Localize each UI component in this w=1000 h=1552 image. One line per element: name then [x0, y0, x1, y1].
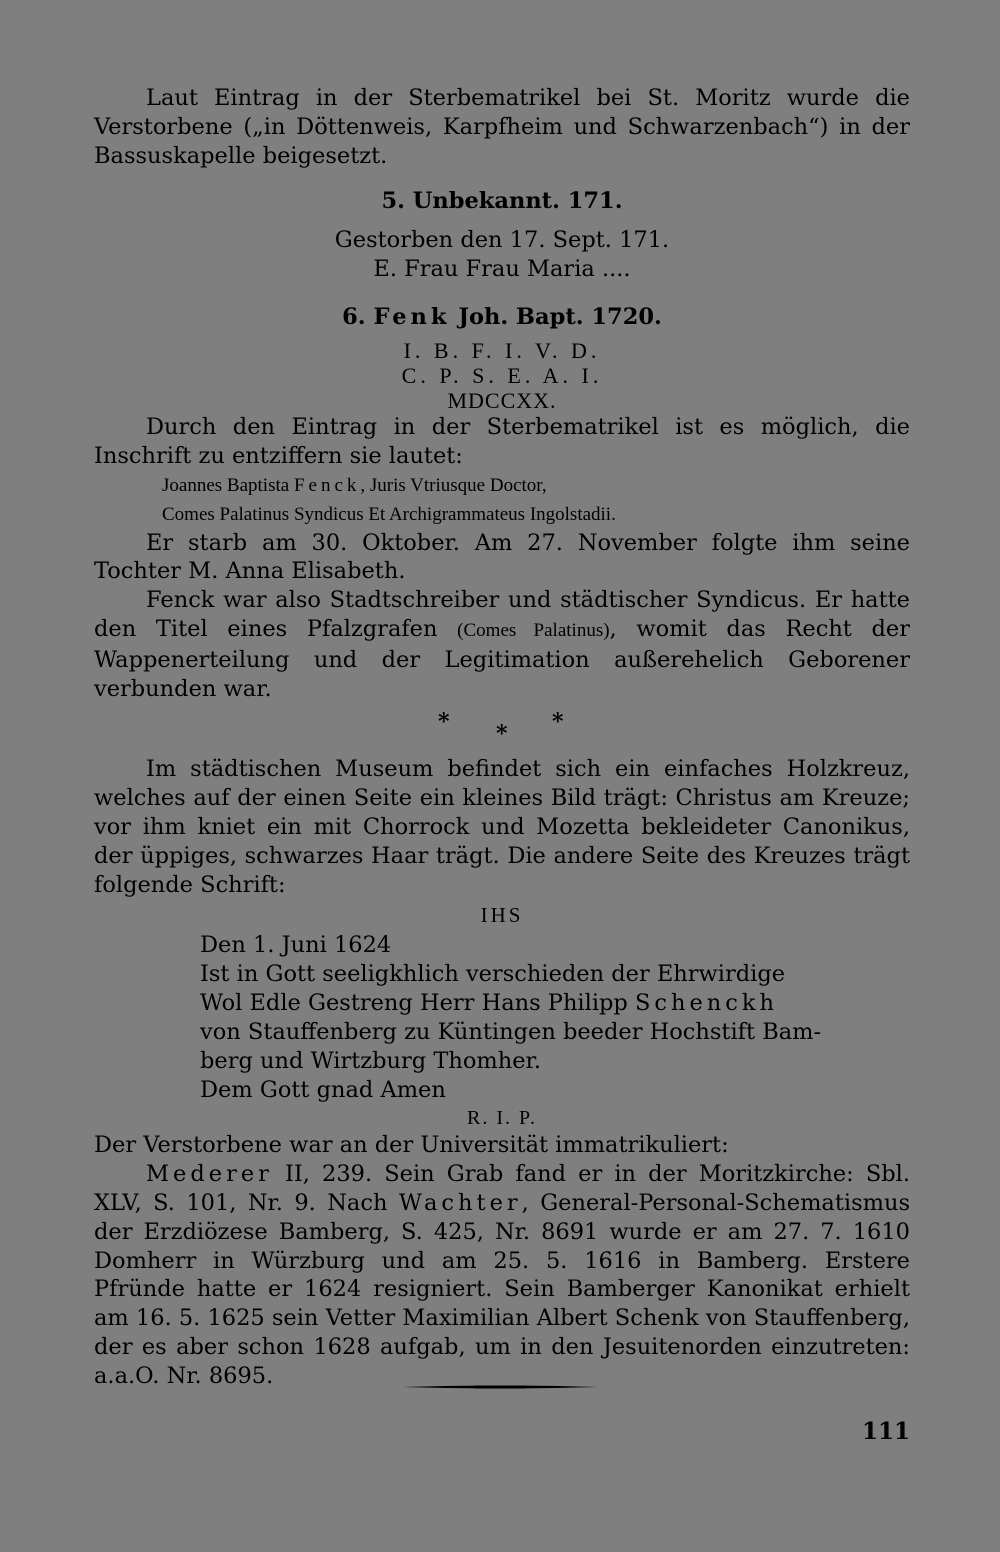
entry-5-line-1: Gestorben den 17. Sept. 171. [334, 227, 670, 254]
entry-6-heading [94, 302, 910, 332]
entry-5-line-2: E. Frau Frau Maria .... [373, 256, 631, 283]
author-name-spaced: Mederer [146, 1161, 273, 1188]
inscription-text: Wol Edle Gestreng Herr Hans Philipp [200, 990, 635, 1017]
inscription-line: Dem Gott gnad Amen [200, 1077, 446, 1104]
latin-expansion-line-2: Comes Palatinus Syndicus Et Archigrammateus Ingolstadii. [162, 503, 616, 525]
paragraph-matriculation: Der Verstorbene war an der Universität immatrikuliert: [94, 1132, 729, 1159]
divider-star: * [496, 721, 508, 748]
author-name-spaced: Wachter [398, 1189, 522, 1216]
cross-inscription [94, 931, 910, 1105]
text-segment: II, 239. Sein Grab fand er in der Moritzkirche: Sbl. XLV, S. 101, Nr. 9. Nach [94, 1161, 910, 1216]
document-page [94, 84, 910, 1391]
latin-name-spaced: Fenck [293, 474, 361, 496]
entry-6-name: Fenk [373, 303, 451, 330]
inscription-abbr-line-1: I. B. F. I. V. D. [403, 337, 601, 363]
inscription-line: von Stauffenberg zu Küntingen beeder Hochstift Bam- [200, 1019, 822, 1046]
entry-6-heading-rest: Joh. Bapt. 1720. [450, 303, 662, 330]
paragraph-final [94, 1160, 910, 1390]
entry-6-number: 6. [342, 303, 374, 330]
paragraph-fenck-intro: Durch den Eintrag in der Sterbematrikel ist es möglich, die Inschrift zu entziffern sie lautet: [94, 413, 910, 469]
latin-inline: (Comes Palatinus) [457, 619, 610, 641]
inscription-line: Ist in Gott seeligkhlich verschieden der Ehrwirdige [200, 961, 786, 988]
section-divider [94, 703, 910, 755]
paragraph-burial-note: Laut Eintrag in der Sterbematrikel bei St. Moritz wurde die Verstorbene („in Döttenweis, Karpfheim und Schwarzenbach“) in der Bassuskapelle beigesetzt. [94, 85, 910, 169]
latin-text: , Juris Vtriusque Doctor, [360, 474, 547, 496]
inscription-year: MDCCXX. [447, 387, 557, 413]
paragraph-death: Er starb am 30. Oktober. Am 27. November folgte ihm seine Tochter M. Anna Elisabeth. [94, 529, 910, 585]
text-segment: , General-Personal-Schematismus der Erzdiözese Bamberg, S. 425, Nr. 8691 wurde er am 27. 7. 1610 Domherr in Würzburg und am 25. 5. 1616 in Bamberg. Erstere Pfründe hatte er 1624 resigniert. Sein Bamberger Kanonikat erhielt am 16. 5. 1625 sein Vetter Maximilian Albert Schenk von Stauffenberg, der es aber schon 1628 aufgab, um in den Jesuitenorden einzutreten: a.a.O. Nr. 8695. [94, 1189, 910, 1389]
latin-expansion-line-1 [94, 471, 910, 500]
inscription-rip: R. I. P. [467, 1107, 537, 1130]
paragraph-fenck-role [94, 586, 910, 703]
entry-5-heading: 5. Unbekannt. 171. [381, 188, 623, 215]
divider-star: * [552, 709, 564, 736]
inscription-line: berg und Wirtzburg Thomher. [200, 1048, 541, 1075]
inscription-abbr-line-2: C. P. S. E. A. I. [401, 362, 603, 388]
inscription-line: Den 1. Juni 1624 [200, 932, 392, 959]
divider-star: * [438, 709, 450, 736]
text-segment: , womit das Recht der Wappenerteilung und der Legitimation außerehelich Geborener verbunden war. [94, 615, 910, 702]
closing-rule-ornament [402, 1384, 598, 1390]
inscription-name-spaced: Schenckh [634, 990, 779, 1017]
text-segment: Fenck war also Stadtschreiber und städtischer Syndicus. Er hatte den Titel eines Pfalzgrafen [94, 587, 910, 642]
latin-text: Joannes Baptista [162, 474, 294, 496]
inscription-line [200, 989, 910, 1018]
page-number: 111 [861, 1418, 910, 1445]
inscription-ihs: IHS [480, 903, 524, 928]
paragraph-museum: Im städtischen Museum befindet sich ein einfaches Holzkreuz, welches auf der einen Seite ein kleines Bild trägt: Christus am Kreuze; vor ihm kniet ein mit Chorrock und Mozetta bekleideter Canonikus, der üppiges, schwarzes Haar trägt. Die andere Seite des Kreuzes trägt folgende Schrift: [94, 756, 910, 898]
